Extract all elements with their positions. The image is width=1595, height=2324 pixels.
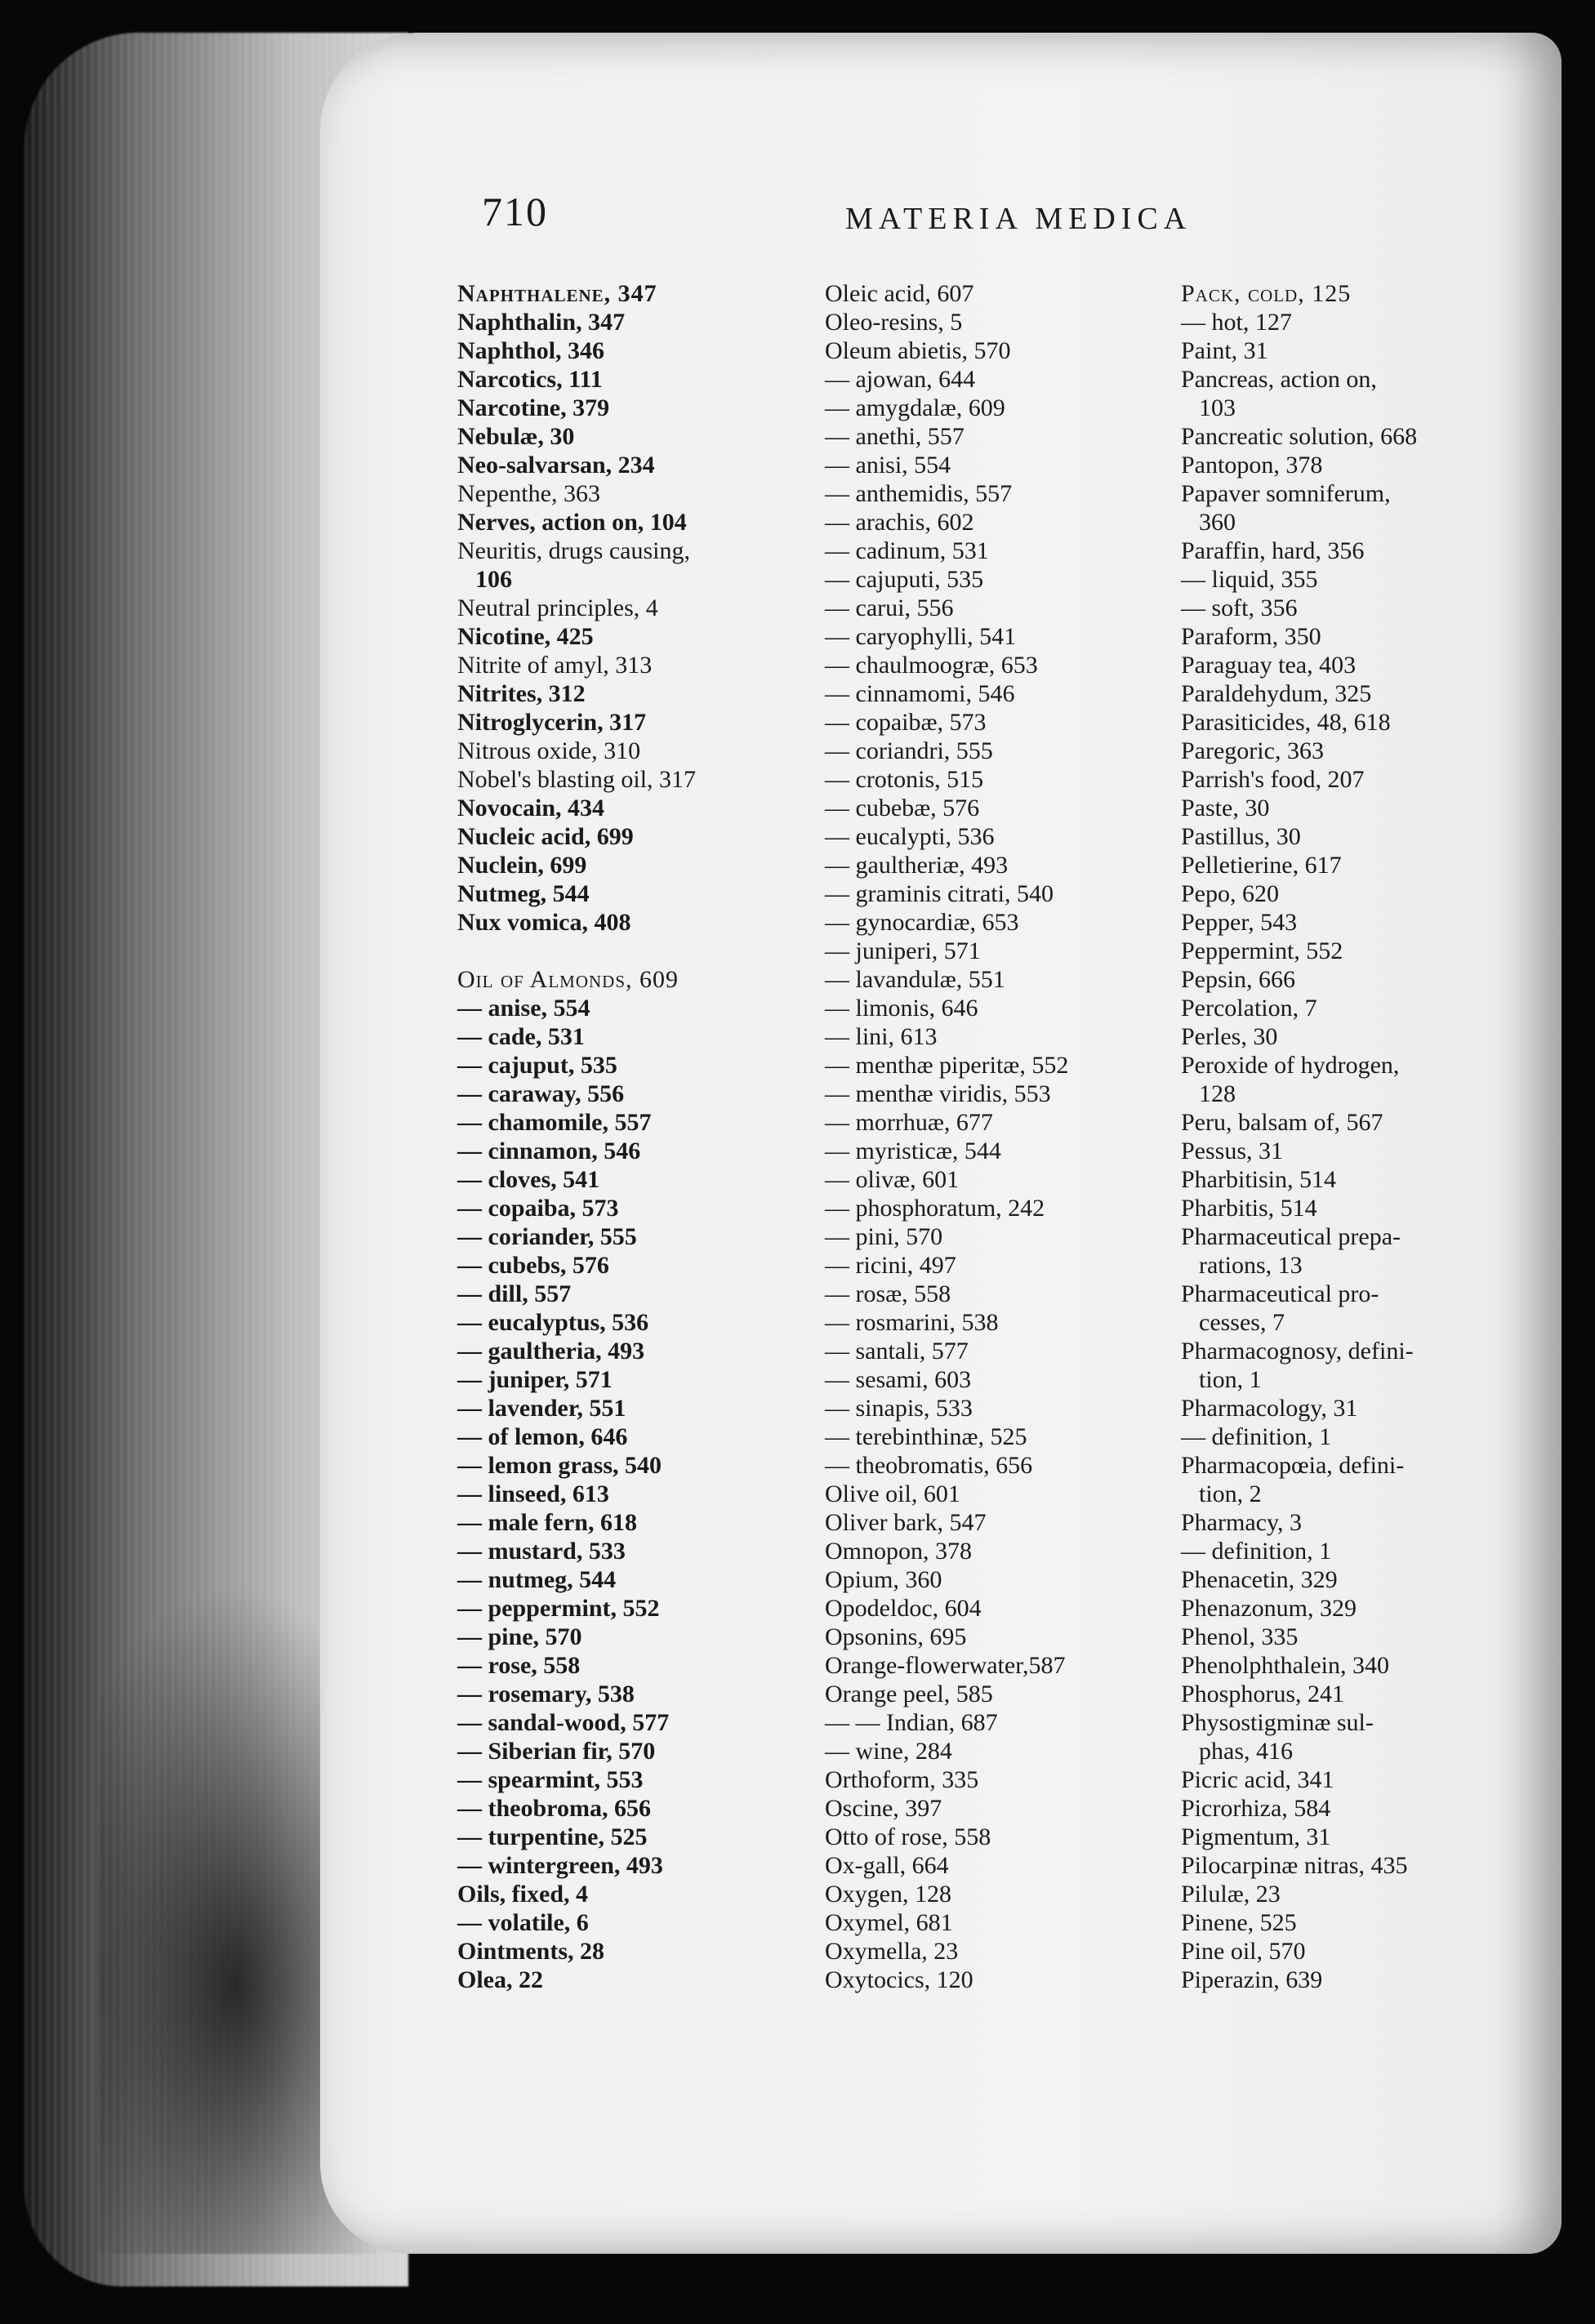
index-entry: — mustard, 533	[457, 1538, 626, 1565]
index-entry: 103	[1199, 394, 1236, 421]
index-entry: 360	[1199, 509, 1236, 536]
index-entry: — coriander, 555	[457, 1223, 637, 1250]
index-entry: — rose, 558	[457, 1652, 581, 1679]
index-entry: Peppermint, 552	[1181, 937, 1343, 964]
index-entry: — juniper, 571	[457, 1366, 613, 1393]
index-entry: Nobel's blasting oil, 317	[457, 766, 697, 793]
index-entry: Phenolphthalein, 340	[1181, 1652, 1389, 1679]
index-entry: Pharmaceutical pro-	[1181, 1280, 1379, 1307]
index-entry: — gynocardiæ, 653	[825, 909, 1019, 936]
index-entry: Oleum abietis, 570	[825, 337, 1011, 364]
index-entry: Phenacetin, 329	[1181, 1566, 1338, 1593]
index-entry: — of lemon, 646	[457, 1423, 628, 1450]
index-entry: Pastillus, 30	[1181, 823, 1301, 850]
index-entry: tion, 2	[1199, 1480, 1262, 1507]
index-entry: — anisi, 554	[825, 452, 951, 479]
index-entry: — soft, 356	[1181, 594, 1298, 621]
index-entry: Pancreas, action on,	[1181, 366, 1377, 393]
index-entry: Oleic acid, 607	[825, 280, 974, 307]
index-entry: Pepo, 620	[1181, 880, 1279, 907]
index-entry: Pharbitis, 514	[1181, 1195, 1317, 1222]
index-entry: — santali, 577	[825, 1338, 969, 1365]
index-entry: Narcotine, 379	[457, 394, 610, 421]
index-entry: Pancreatic solution, 668	[1181, 423, 1418, 450]
index-entry: Oscine, 397	[825, 1795, 942, 1822]
index-entry: Pepsin, 666	[1181, 966, 1296, 993]
index-column-3	[1181, 279, 1417, 1994]
index-entry: Opsonins, 695	[825, 1623, 967, 1650]
index-entry: 128	[1199, 1080, 1236, 1107]
index-entry: Pharmacology, 31	[1181, 1395, 1358, 1422]
index-entry: — lavandulæ, 551	[825, 966, 1005, 993]
index-entry: Phosphorus, 241	[1181, 1681, 1345, 1707]
index-entry: tion, 1	[1199, 1366, 1262, 1393]
index-entry: — linseed, 613	[457, 1480, 609, 1507]
index-entry: Olea, 22	[457, 1966, 543, 1993]
index-entry: Paregoric, 363	[1181, 737, 1324, 764]
index-entry: — chamomile, 557	[457, 1109, 652, 1136]
index-entry: — pini, 570	[825, 1223, 943, 1250]
index-entry: — wintergreen, 493	[457, 1852, 663, 1879]
index-entry: Ointments, 28	[457, 1938, 604, 1965]
index-entry: Oils, fixed, 4	[457, 1881, 589, 1908]
index-entry: Pepper, 543	[1181, 909, 1298, 936]
index-entry: — anthemidis, 557	[825, 480, 1013, 507]
index-entry: Pack, cold, 125	[1181, 280, 1352, 307]
index-entry: Pine oil, 570	[1181, 1938, 1306, 1965]
index-entry: Nucleic acid, 699	[457, 823, 634, 850]
index-entry: — dill, 557	[457, 1280, 572, 1307]
index-entry: Neo-salvarsan, 234	[457, 452, 655, 479]
index-entry: Oleo-resins, 5	[825, 309, 963, 336]
index-entry: — crotonis, 515	[825, 766, 984, 793]
index-entry: Orthoform, 335	[825, 1766, 979, 1793]
index-entry: — — Indian, 687	[825, 1709, 998, 1736]
index-entry: Paraffin, hard, 356	[1181, 537, 1365, 564]
index-entry: Oil of Almonds, 609	[457, 966, 679, 993]
index-entry: Paraform, 350	[1181, 623, 1321, 650]
index-entry: — lemon grass, 540	[457, 1452, 662, 1479]
index-entry: Novocain, 434	[457, 795, 604, 821]
index-entry: — ajowan, 644	[825, 366, 976, 393]
index-entry: Nitrites, 312	[457, 680, 586, 707]
index-entry: Phenazonum, 329	[1181, 1595, 1357, 1622]
index-entry: — cadinum, 531	[825, 537, 989, 564]
index-entry: Paraldehydum, 325	[1181, 680, 1372, 707]
index-entry: — theobromatis, 656	[825, 1452, 1033, 1479]
index-entry: Orange-flowerwater,587	[825, 1652, 1066, 1679]
index-entry: — copaiba, 573	[457, 1195, 619, 1222]
index-entry: Picrorhiza, 584	[1181, 1795, 1331, 1822]
index-entry: Paint, 31	[1181, 337, 1268, 364]
index-entry: — menthæ viridis, 553	[825, 1080, 1051, 1107]
index-entry: — volatile, 6	[457, 1909, 589, 1936]
index-entry: phas, 416	[1199, 1738, 1293, 1765]
index-entry: — hot, 127	[1181, 309, 1292, 336]
index-entry: Pinene, 525	[1181, 1909, 1297, 1936]
index-entry: Nux vomica, 408	[457, 909, 631, 936]
index-entry: Oxymella, 23	[825, 1938, 959, 1965]
index-entry: — pine, 570	[457, 1623, 582, 1650]
index-entry: Nitrite of amyl, 313	[457, 652, 653, 679]
index-entry: Pharbitisin, 514	[1181, 1166, 1337, 1193]
index-entry: — cloves, 541	[457, 1166, 600, 1193]
index-entry: — myristicæ, 544	[825, 1138, 1001, 1164]
index-entry: Papaver somniferum,	[1181, 480, 1391, 507]
index-entry: Peroxide of hydrogen,	[1181, 1052, 1400, 1079]
index-entry: — anethi, 557	[825, 423, 965, 450]
index-entry: Oxytocics, 120	[825, 1966, 973, 1993]
index-entry: Pharmacognosy, defini-	[1181, 1338, 1414, 1365]
index-entry: — rosemary, 538	[457, 1681, 635, 1707]
index-entry: — caryophylli, 541	[825, 623, 1017, 650]
index-entry: — terebinthinæ, 525	[825, 1423, 1027, 1450]
index-entry: Nerves, action on, 104	[457, 509, 687, 536]
index-column-2	[825, 279, 1068, 1994]
index-entry: Parasiticides, 48, 618	[1181, 709, 1391, 736]
index-entry: 106	[475, 566, 512, 593]
index-entry: Nicotine, 425	[457, 623, 594, 650]
index-entry: Percolation, 7	[1181, 995, 1317, 1022]
index-entry: — phosphoratum, 242	[825, 1195, 1045, 1222]
index-entry: Pantopon, 378	[1181, 452, 1323, 479]
index-entry: Pigmentum, 31	[1181, 1823, 1331, 1850]
index-entry: — juniperi, 571	[825, 937, 981, 964]
index-entry: — cajuputi, 535	[825, 566, 984, 593]
index-entry: — eucalyptus, 536	[457, 1309, 649, 1336]
index-entry: Pilulæ, 23	[1181, 1881, 1281, 1908]
index-entry: — lavender, 551	[457, 1395, 626, 1422]
index-entry: Nitrous oxide, 310	[457, 737, 641, 764]
index-entry: rations, 13	[1199, 1252, 1303, 1279]
index-entry: — wine, 284	[825, 1738, 952, 1765]
index-entry: — chaulmoogræ, 653	[825, 652, 1038, 679]
index-entry: — ricini, 497	[825, 1252, 956, 1279]
index-entry: Perles, 30	[1181, 1023, 1278, 1050]
index-entry: Nutmeg, 544	[457, 880, 590, 907]
index-column-1	[457, 279, 696, 1994]
index-entry: Narcotics, 111	[457, 366, 603, 393]
index-entry: — sesami, 603	[825, 1366, 972, 1393]
index-entry: Naphthol, 346	[457, 337, 605, 364]
index-entry: — gaultheriæ, 493	[825, 852, 1009, 879]
index-entry: Pharmaceutical prepa-	[1181, 1223, 1401, 1250]
index-entry: Orange peel, 585	[825, 1681, 993, 1707]
index-entry: — amygdalæ, 609	[825, 394, 1005, 421]
index-entry: Pelletierine, 617	[1181, 852, 1342, 879]
index-entry: — turpentine, 525	[457, 1823, 648, 1850]
index-entry: — menthæ piperitæ, 552	[825, 1052, 1069, 1079]
index-entry: Opodeldoc, 604	[825, 1595, 982, 1622]
index-entry: Naphthalin, 347	[457, 309, 626, 336]
index-entry: Peru, balsam of, 567	[1181, 1109, 1383, 1136]
index-entry: — rosmarini, 538	[825, 1309, 999, 1336]
index-entry: — sinapis, 533	[825, 1395, 973, 1422]
index-entry: Omnopon, 378	[825, 1538, 972, 1565]
index-entry: — carui, 556	[825, 594, 954, 621]
index-entry: — cubebæ, 576	[825, 795, 980, 821]
index-entry: Pharmacy, 3	[1181, 1509, 1303, 1536]
index-entry: — rosæ, 558	[825, 1280, 951, 1307]
index-entry: Neutral principles, 4	[457, 594, 658, 621]
index-entry: — cinnamomi, 546	[825, 680, 1015, 707]
index-entry: — sandal-wood, 577	[457, 1709, 670, 1736]
index-entry: — limonis, 646	[825, 995, 978, 1022]
index-entry: Oxymel, 681	[825, 1909, 953, 1936]
index-entry: — cubebs, 576	[457, 1252, 609, 1279]
index-entry: — male fern, 618	[457, 1509, 637, 1536]
index-entry: Physostigminæ sul-	[1181, 1709, 1374, 1736]
index-entry: — gaultheria, 493	[457, 1338, 645, 1365]
index-entry: — liquid, 355	[1181, 566, 1318, 593]
index-entry: — Siberian fir, 570	[457, 1738, 656, 1765]
index-entry: Neuritis, drugs causing,	[457, 537, 690, 564]
index-entry: Otto of rose, 558	[825, 1823, 991, 1850]
index-entry: Olive oil, 601	[825, 1480, 960, 1507]
page-number: 710	[482, 189, 548, 234]
index-entry: Naphthalene, 347	[457, 280, 657, 307]
index-entry: Pilocarpinæ nitras, 435	[1181, 1852, 1408, 1879]
index-entry: Oliver bark, 547	[825, 1509, 987, 1536]
index-entry: Ox-gall, 664	[825, 1852, 949, 1879]
index-entry: Paraguay tea, 403	[1181, 652, 1357, 679]
index-entry: Opium, 360	[825, 1566, 942, 1593]
index-entry: — cajuput, 535	[457, 1052, 617, 1079]
index-entry: Parrish's food, 207	[1181, 766, 1365, 793]
index-entry: Phenol, 335	[1181, 1623, 1299, 1650]
index-entry: — morrhuæ, 677	[825, 1109, 993, 1136]
index-gap	[457, 937, 696, 965]
index-entry: — eucalypti, 536	[825, 823, 995, 850]
index-entry: — nutmeg, 544	[457, 1566, 617, 1593]
index-entry: Pharmacopœia, defini-	[1181, 1452, 1405, 1479]
index-entry: — anise, 554	[457, 995, 590, 1022]
index-entry: Paste, 30	[1181, 795, 1270, 821]
index-entry: Oxygen, 128	[825, 1881, 951, 1908]
index-entry: cesses, 7	[1199, 1309, 1285, 1336]
index-entry: — graminis citrati, 540	[825, 880, 1054, 907]
running-head: MATERIA MEDICA	[845, 202, 1192, 236]
index-entry: Picric acid, 341	[1181, 1766, 1334, 1793]
index-entry: — caraway, 556	[457, 1080, 625, 1107]
index-entry: Nuclein, 699	[457, 852, 587, 879]
index-entry: Piperazin, 639	[1181, 1966, 1323, 1993]
index-entry: — definition, 1	[1181, 1538, 1332, 1565]
index-entry: — peppermint, 552	[457, 1595, 660, 1622]
index-entry: — definition, 1	[1181, 1423, 1332, 1450]
index-entry: Nitroglycerin, 317	[457, 709, 647, 736]
index-entry: — cade, 531	[457, 1023, 585, 1050]
index-entry: Nebulæ, 30	[457, 423, 575, 450]
index-entry: — olivæ, 601	[825, 1166, 960, 1193]
index-entry: — cinnamon, 546	[457, 1138, 641, 1164]
index-entry: — copaibæ, 573	[825, 709, 987, 736]
index-entry: — arachis, 602	[825, 509, 974, 536]
index-entry: — coriandri, 555	[825, 737, 993, 764]
index-entry: Nepenthe, 363	[457, 480, 600, 507]
index-entry: — lini, 613	[825, 1023, 938, 1050]
index-entry: — theobroma, 656	[457, 1795, 651, 1822]
index-entry: Pessus, 31	[1181, 1138, 1284, 1164]
index-entry: — spearmint, 553	[457, 1766, 644, 1793]
